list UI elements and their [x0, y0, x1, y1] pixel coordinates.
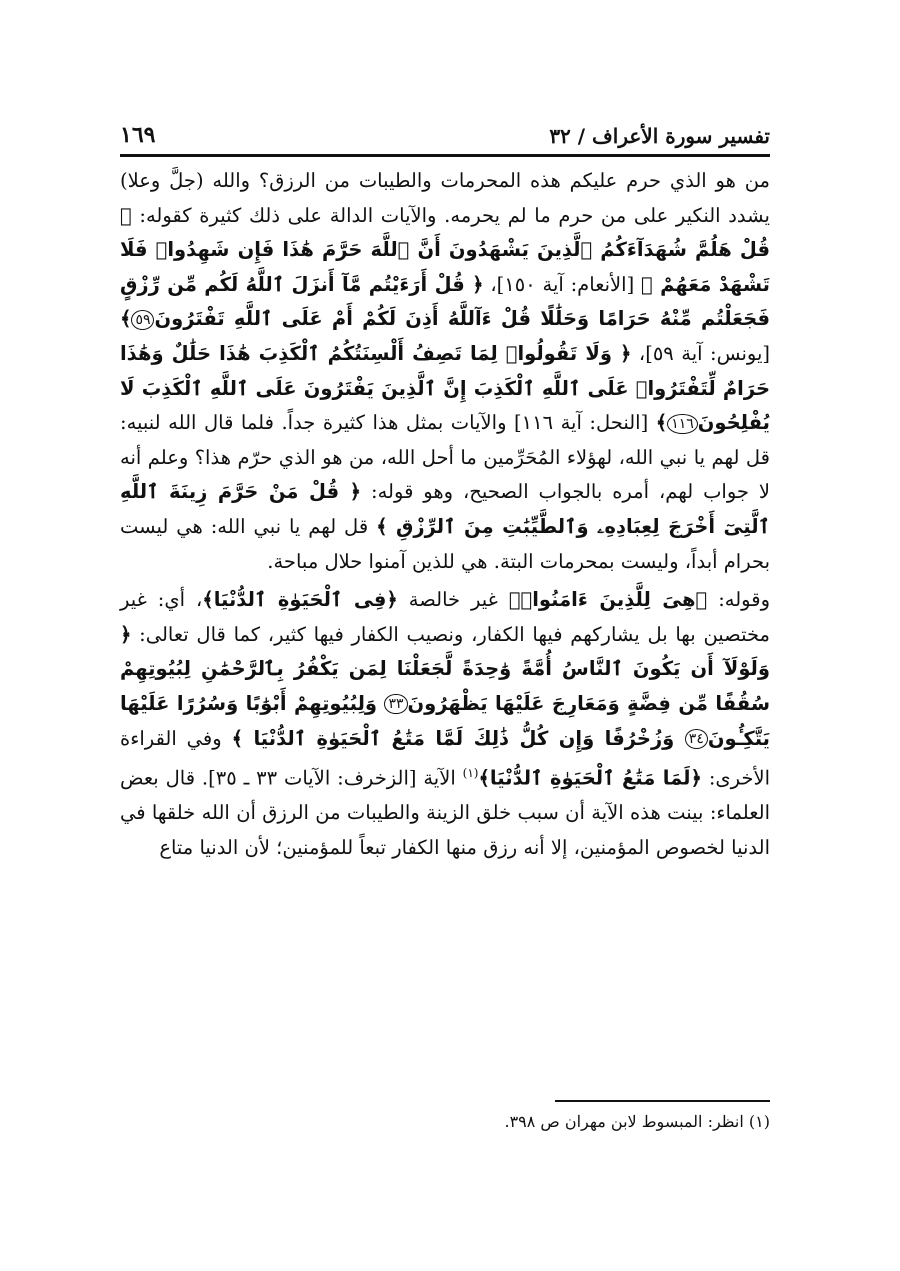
verse-number-marker: ٣٣ [384, 694, 407, 714]
quran-quote: ﴿هِىَ لِلَّذِينَ ءَامَنُوا۟﴾ [508, 588, 708, 612]
verse-number-marker: ٣٤ [685, 729, 708, 749]
footnote-rule [555, 1100, 770, 1102]
body-text-run: [الأنعام: آية ١٥٠]، [483, 272, 641, 296]
page-number: ١٦٩ [120, 122, 156, 148]
body-text-run: وقوله: [707, 588, 770, 612]
body-text-run: وفي القراءة الأخرى: [120, 726, 771, 790]
quran-quote: ﴾ [655, 411, 668, 435]
quran-quote: ﴿لَمَا مَتَٰعُ ٱلْحَيَوٰةِ ٱلدُّنْيَا﴾ [478, 766, 702, 790]
verse-number-marker: ١١٦ [667, 414, 698, 434]
body-text-run: [النحل: آية ١١٦] والآيات بمثل هذا كثيرة جداً. فلما قال الله لنبيه: قل لهم يا نبي الله، لهؤلاء المُحَرِّمين ما أحل الله، من هو الذي حرّم هذا؟ وعلم أنه لا جواب لهم، أمره بالجواب الصحيح، وهو قوله: [120, 411, 771, 504]
quran-quote: ﴿ قُلْ مَنْ حَرَّمَ زِينَةَ ٱللَّهِ ٱلَّتِىٓ أَخْرَجَ لِعِبَادِهِۦ وَٱلطَّيِّبَٰتِ مِنَ ٱلرِّزْقِ ﴾ [120, 480, 770, 538]
body-text-run: [يونس: آية ٥٩]، [631, 341, 770, 365]
quran-quote: ﴿ قُلْ أَرَءَيْتُم مَّآ أَنزَلَ ٱللَّهُ لَكُم مِّن رِّزْقٍ فَجَعَلْتُم مِّنْهُ حَرَامًا وَحَلَٰلًا قُلْ ءَآللَّهُ أَذِنَ لَكُمْ أَمْ عَلَى ٱللَّهِ تَفْتَرُونَ [120, 272, 770, 331]
quran-quote: ﴿ وَلَا تَقُولُوا۟ لِمَا تَصِفُ أَلْسِنَتُكُمُ ٱلْكَذِبَ هَٰذَا حَلَٰلٌ وَهَٰذَا حَرَامٌ لِّتَفْتَرُوا۟ عَلَى ٱللَّهِ ٱلْكَذِبَ إِنَّ ٱلَّذِينَ يَفْتَرُونَ عَلَى ٱللَّهِ ٱلْكَذِبَ لَا يُفْلِحُونَ [120, 341, 770, 435]
header-rule [120, 154, 770, 157]
paragraph [120, 583, 770, 865]
body-text-run: ، أي: غير مختصين بها بل يشاركهم فيها الكفار، ونصيب الكفار فيها كثير، كما قال تعالى: [120, 588, 770, 646]
book-page [120, 100, 770, 1210]
quran-quote: ﴿ وَلَوْلَآ أَن يَكُونَ ٱلنَّاسُ أُمَّةً وَٰحِدَةً لَّجَعَلْنَا لِمَن يَكْفُرُ بِٱلرَّحْمَٰنِ لِبُيُوتِهِمْ سُقُفًا مِّن فِضَّةٍ وَمَعَارِجَ عَلَيْهَا يَظْهَرُونَ [120, 622, 771, 715]
verse-number-marker: ٥٩ [131, 310, 154, 330]
page-header [120, 118, 770, 148]
quran-quote: ﴿فِى ٱلْحَيَوٰةِ ٱلدُّنْيَا﴾ [202, 588, 398, 612]
quran-quote: ﴾ [120, 307, 132, 331]
footnote-marker: (١) [462, 766, 479, 781]
quran-quote: وَزُخْرُفًا وَإِن كُلُّ ذَٰلِكَ لَمَّا مَتَٰعُ ٱلْحَيَوٰةِ ٱلدُّنْيَا ﴾ [231, 726, 685, 750]
body-text-run: من هو الذي حرم عليكم هذه المحرمات والطيبات من الرزق؟ والله (جلَّ وعلا) يشدد النكير على من حرم ما لم يحرمه. والآيات الدالة على ذلك كثيرة كقوله: [120, 169, 770, 227]
body-text-run: الآية [الزخرف: الآيات ٣٣ ـ ٣٥]. قال بعض العلماء: بينت هذه الآية أن سبب خلق الزينة والطيبات من الرزق أن الله خلقها في الدنيا لخصوص المؤمنين، إلا أنه رزق منها الكفار تبعاً للمؤمنين؛ لأن الدنيا متاع [120, 766, 770, 859]
body-text [120, 164, 770, 865]
running-title: تفسير سورة الأعراف / ٣٢ [549, 124, 770, 148]
body-text-run: قل لهم يا نبي الله: هي ليست بحرام أبداً، وليست بمحرمات البتة. هي للذين آمنوا حلال مباحة. [120, 514, 770, 573]
quran-quote: ﴿ قُلْ هَلُمَّ شُهَدَآءَكُمُ ٱلَّذِينَ يَشْهَدُونَ أَنَّ ٱللَّهَ حَرَّمَ هَٰذَا فَإِن شَهِدُوا۟ فَلَا تَشْهَدْ مَعَهُمْ ﴾ [120, 203, 771, 296]
body-text-run: غير خالصة [397, 588, 509, 612]
quran-quote: وَلِبُيُوتِهِمْ أَبْوَٰبًا وَسُرُرًا عَلَيْهَا يَتَّكِـُٔونَ [120, 691, 770, 750]
footnote: (١) انظر: المبسوط لابن مهران ص ٣٩٨. [504, 1112, 770, 1131]
paragraph [120, 164, 770, 579]
